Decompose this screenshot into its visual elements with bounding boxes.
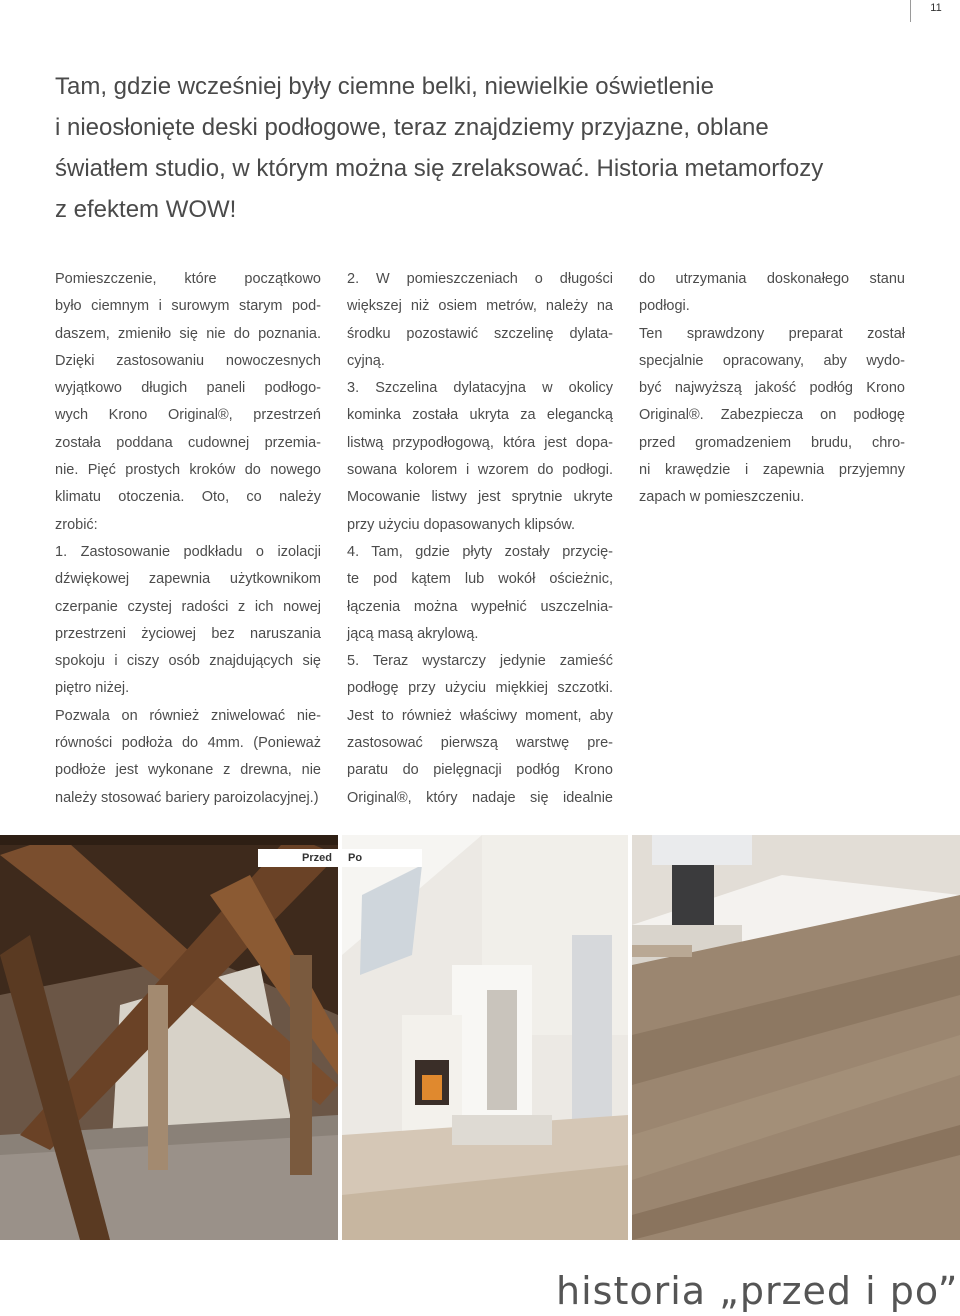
text-line: przestrzeni życiowej bez naruszania (55, 625, 321, 642)
text-line: być najwyższą jakość podłóg Krono (639, 380, 905, 397)
page-number: 11 (910, 0, 960, 22)
text-line: wych Krono Original®, przestrzeń (55, 407, 321, 424)
text-line: podłogi. (639, 298, 690, 315)
text-line: środku pozostawić szczelinę dylata- (347, 325, 613, 342)
text-column-3 (639, 266, 905, 512)
text-line: Jest to również właściwy moment, aby (347, 707, 613, 724)
text-line: dźwiękowej zapewnia użytkownikom (55, 571, 321, 588)
text-line: jącą masą akrylową. (347, 625, 479, 642)
text-line: zastosować pierwszą warstwę pre- (347, 735, 613, 752)
before-caption: Przed (258, 849, 338, 867)
text-line: Mocowanie listwy jest sprytnie ukryte (347, 489, 613, 506)
text-line: zrobić: (55, 516, 98, 533)
text-line: przy użyciu dopasowanych klipsów. (347, 516, 576, 533)
text-line: nie. Pięć prostych kroków do nowego (55, 462, 321, 479)
before-photo (0, 835, 338, 1240)
text-line: daszem, zmieniło się nie do poznania. (55, 325, 321, 342)
text-line: piętro niżej. (55, 680, 130, 697)
after-photo (342, 835, 628, 1240)
text-line: większej niż osiem metrów, należy na (347, 298, 613, 315)
text-line: Ten sprawdzony preparat został (639, 325, 905, 342)
text-line: te pod kątem lub wokół ościeżnic, (347, 571, 613, 588)
footer-title: historia „przed i po” (556, 1269, 959, 1313)
headline-line: światłem studio, w którym można się zrelaksować. Historia metamorfozy (55, 155, 824, 182)
text-line: sowana kolorem i wzorem do podłogi. (347, 462, 613, 479)
text-line: 2. W pomieszczeniach o długości (347, 271, 613, 287)
headline (55, 66, 915, 230)
after-caption: Po (342, 849, 422, 867)
text-line: specjalnie opracowany, aby wydo- (639, 352, 905, 369)
floor-photo (632, 835, 960, 1240)
text-line: czerpanie czystej radości z ich nowej (55, 598, 321, 615)
text-line: klimatu otoczenia. Oto, co należy (55, 489, 321, 506)
text-line: ni krawędzie i zapewnia przyjemny (639, 462, 905, 479)
headline-line: Tam, gdzie wcześniej były ciemne belki, niewielkie oświetlenie (55, 73, 714, 100)
text-line: zapach w pomieszczeniu. (639, 489, 805, 506)
headline-line: z efektem WOW! (55, 196, 237, 223)
text-line: listwą przypodłogową, która jest dopa- (347, 434, 613, 451)
text-line: było ciemnym i surowym starym pod- (55, 298, 321, 315)
text-line: paratu do pielęgnacji podłóg Krono (347, 762, 613, 779)
text-line: 3. Szczelina dylatacyjna w okolicy (347, 380, 613, 397)
text-line: przed gromadzeniem brudu, chro- (639, 434, 905, 451)
text-column-2 (347, 266, 613, 812)
text-column-1 (55, 266, 321, 812)
text-line: podłogę przy użyciu miękkiej szczotki. (347, 680, 613, 697)
text-line: Pomieszczenie, które początkowo (55, 271, 321, 287)
text-line: należy stosować bariery paroizolacyjnej.) (55, 789, 319, 806)
text-line: 4. Tam, gdzie płyty zostały przycię- (347, 543, 613, 560)
text-line: łączenia można wypełnić uszczelnia- (347, 598, 613, 615)
text-line: wyjątkowo długich paneli podłogo- (55, 380, 321, 397)
photo-strip (0, 835, 960, 1240)
text-line: została poddana cudownej przemia- (55, 434, 321, 451)
headline-line: i nieosłonięte deski podłogowe, teraz znajdziemy przyjazne, oblane (55, 114, 769, 141)
text-line: 5. Teraz wystarczy jedynie zamieść (347, 653, 613, 670)
text-line: Dzięki zastosowaniu nowoczesnych (55, 352, 321, 369)
text-line: Pozwala on również zniwelować nie- (55, 707, 321, 724)
text-line: kominka została ukryta za elegancką (347, 407, 613, 424)
text-line: cyjną. (347, 352, 385, 369)
text-line: podłoże jest wykonane z drewna, nie (55, 762, 321, 779)
text-line: Original®, który nadaje się idealnie (347, 789, 613, 806)
text-line: Original®. Zabezpiecza on podłogę (639, 407, 905, 424)
text-line: równości podłoża do 4mm. (Ponieważ (55, 735, 321, 752)
text-line: spokoju i ciszy osób znajdujących się (55, 653, 321, 670)
text-line: do utrzymania doskonałego stanu (639, 271, 905, 287)
text-line: 1. Zastosowanie podkładu o izolacji (55, 543, 321, 560)
